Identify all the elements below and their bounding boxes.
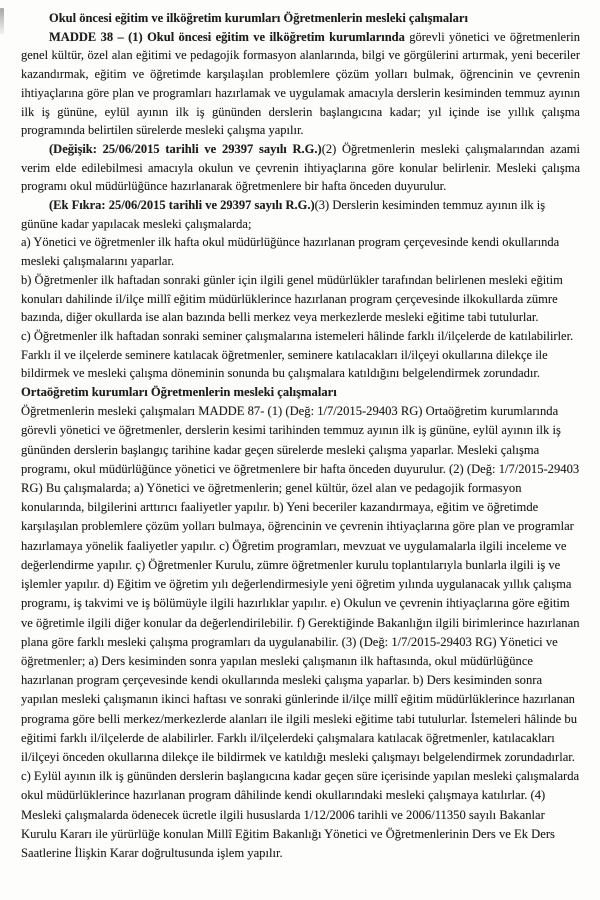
madde-38-text: görevli yönetici ve öğretmenlerin genel kültür, özel alan eğitimi ve pedagojik formasyon alanlarında, bilgi ve görgülerini artırmak, yeni beceriler kazandırmak, eğitim ve öğretimde karşılaşılan problemlere çözüm yolları bulmak, öğrencinin ve çevrenin ihtiyaçlarına göre plan ve programları hazırlamak ve uygulamak amacıyla derslerin kesiminden temmuz ayının ilk iş gününe, eylül ayının ilk iş gününden derslerin başlangıcına kadar; yıl içinde ise yıllık çalışma programında belirtilen sürelerde mesleki çalışma yapılır. — [21, 29, 580, 138]
clause-a-paragraph: a) Yönetici ve öğretmenler ilk hafta okul müdürlüğünce hazırlanan program çerçevesinde kendi okullarında mesleki çalışmalarını yaparlar. — [21, 235, 560, 269]
section-okul-oncesi — [21, 9, 580, 383]
degisik-paragraph — [21, 140, 580, 196]
madde-38-paragraph — [21, 28, 580, 140]
madde-38-bold-lead: MADDE 38 – (1) Okul öncesi eğitim ve ilköğretim kurumlarında — [49, 29, 405, 44]
clause-b-paragraph: b) Öğretmenler ilk haftadan sonraki günler için ilgili genel müdürlükler tarafından belirlenen mesleki eğitim konuları dahilinde il/ilçe millî eğitim müdürlüklerince hazırlanan program çerçevesinde ilkokullarda zümre bazında, diğer okullarda ise alan bazında belli merkez veya merkezlerde mesleki eğitime tabi tutulurlar. — [21, 272, 563, 325]
ek-fikra-bold-lead: (Ek Fıkra: 25/06/2015 tarihli ve 29397 sayılı R.G.) — [49, 198, 315, 213]
degisik-bold-lead: (Değişik: 25/06/2015 tarihli ve 29397 sayılı R.G.) — [49, 141, 322, 156]
section1-heading: Okul öncesi eğitim ve ilköğretim kurumları Öğretmenlerin mesleki çalışmaları — [49, 11, 468, 25]
section-ortaogretim — [21, 383, 580, 863]
madde-87-paragraph: Öğretmenlerin mesleki çalışmaları MADDE 87- (1) (Değ: 1/7/2015-29403 RG) Ortaöğretim kurumlarında görevli yönetici ve öğretmenler, derslerin kesimi tarihinden temmuz ayının ilk iş gününe, eylül ayının ilk iş gününden derslerin başlangıç tarihine kadar geçen sürelerde mesleki çalışma yaparlar. Mesleki çalışma programı, okul müdürlüğünce yönetici ve öğretmenlere bir hafta önceden duyurulur. (2) (Değ: 1/7/2015-29403 RG) Bu çalışmalarda; a) Yönetici ve öğretmenlerin; genel kültür, özel alan ve pedagojik formasyon konularında, bilgilerini arttırıcı faaliyetler yapılır. b) Yeni beceriler kazandırmaya, eğitim ve öğretimde karşılaşılan problemlere çözüm yolları bulmaya, öğrencinin ve çevrenin ihtiyaçlarına göre plan ve programlar hazırlamaya yönelik faaliyetler yapılır. c) Öğretim programları, mevzuat ve uygulamalarla ilgili inceleme ve değerlendirme yapılır. ç) Öğretmenler Kurulu, zümre öğretmenler kurulu toplantılarıyla bunlarla ilgili iş ve işlemler yapılır. d) Eğitim ve öğretim yılı değerlendirmesiyle yeni öğretim yılında uygulanacak yıllık çalışma programı, iş takvimi ve iş bölümüyle ilgili hazırlıklar yapılır. e) Okulun ve çevrenin ihtiyaçlarına göre eğitim ve öğretimle ilgili diğer konular da değerlendirilebilir. f) Gerektiğinde Bakanlığın ilgili birimlerince hazırlanan plana göre farklı mesleki çalışma programları da uygulanabilir. (3) (Değ: 1/7/2015-29403 RG) Yönetici ve öğretmenler; a) Ders kesiminden sonra yapılan mesleki çalışmanın ilk haftasında, okul müdürlüğünce hazırlanan program çerçevesinde kendi okullarında mesleki çalışma yaparlar. b) Ders kesiminden sonra yapılan mesleki çalışmanın ikinci haftası ve sonraki günlerinde il/ilçe millî eğitim müdürlüklerince hazırlanan programa göre belli merkez/merkezlerde alanları ile ilgili mesleki eğitime tabi tutulurlar. İstemeleri hâlinde bu eğitimi farklı il/ilçelerde de alabilirler. Farklı il/ilçelerdeki çalışmalara katılacak öğretmenler, katılacakları il/ilçeyi önceden okullarına dilekçe ile bildirmek ve katıldığı mesleki çalışmayı belgelendirmek zorundadırlar. c) Eylül ayının ilk iş gününden derslerin başlangıcına kadar geçen süre içerisinde yapılan mesleki çalışmalarda okul müdürlüklerince hazırlanan program dâhilinde kendi okullarındaki mesleki çalışmaya katılırlar. (4) Mesleki çalışmalarda ödenecek ücretle ilgili hususlarda 1/12/2006 tarihli ve 2006/11350 sayılı Bakanlar Kurulu Kararı ile yürürlüğe konulan Millî Eğitim Bakanlığı Yönetici ve Öğretmenlerinin Ders ve Ek Ders Saatlerine İlişkin Karar doğrultusunda işlem yapılır. — [21, 404, 580, 860]
ek-fikra-paragraph — [21, 196, 580, 233]
scan-edge-artifact — [0, 8, 4, 34]
section2-heading: Ortaöğretim kurumları Öğretmenlerin mesleki çalışmaları — [21, 385, 337, 400]
degisik-text: (2) Öğretmenlerin mesleki çalışmalarından azami verim elde edilebilmesi amacıyla okulun ve çevrenin ihtiyaçlarına göre konular belirlenir. Mesleki çalışma programı okul müdürlüğünce hazırlanarak öğretmenlere bir hafta önceden duyurulur. — [21, 141, 580, 194]
ek-fikra-text: (3) Derslerin kesiminden temmuz ayının ilk iş gününe kadar yapılacak mesleki çalışmalarda; — [21, 198, 546, 231]
clause-c-paragraph: c) Öğretmenler ilk haftadan sonraki seminer çalışmalarına istemeleri hâlinde farklı il/ilçelerde de katılabilirler. Farklı il ve ilçelerde seminere katılacak öğretmenler, seminere katılacakları il/ilçeyi okullarına dilekçe ile bildirmek ve mesleki çalışma döneminin sonunda bu çalışmalara katıldığını belgelendirmek zorundadır. — [21, 328, 574, 381]
